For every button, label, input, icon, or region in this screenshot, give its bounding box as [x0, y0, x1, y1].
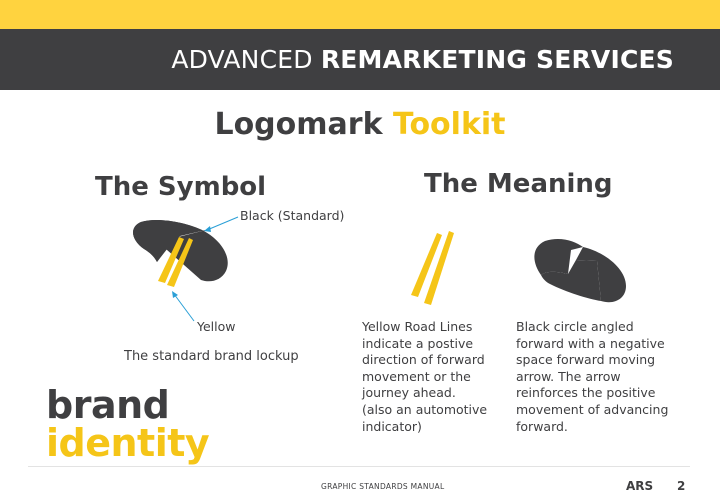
- header-title-bold: REMARKETING SERVICES: [320, 45, 674, 74]
- footer-manual-title: GRAPHIC STANDARDS MANUAL: [321, 482, 445, 491]
- road-lines-text-line: (also an automotive: [362, 401, 488, 417]
- circle-text-line: movement of advancing: [516, 401, 669, 417]
- label-yellow: Yellow: [197, 319, 236, 334]
- road-lines-text-line: indicator): [362, 418, 422, 434]
- black-circle-description: [516, 319, 686, 435]
- identity-wordmark: identity: [46, 421, 210, 465]
- road-lines-graphic: [411, 231, 454, 305]
- circle-text-line: arrow. The arrow: [516, 368, 621, 384]
- meaning-section-title: The Meaning: [424, 169, 613, 199]
- black-circle-graphic: [534, 239, 626, 302]
- label-black-standard: Black (Standard): [240, 208, 345, 223]
- annotation-arrowhead-yellow: [172, 291, 178, 298]
- circle-text-line: space forward moving: [516, 352, 656, 368]
- lockup-caption: The standard brand lockup: [124, 349, 299, 364]
- circle-text-line: forward with a negative: [516, 335, 665, 351]
- road-lines-text-line: journey ahead.: [362, 385, 456, 401]
- symbol-section-title: The Symbol: [95, 172, 267, 202]
- footer-divider: [28, 466, 690, 467]
- header-title-light: ADVANCED: [171, 45, 313, 74]
- annotation-line-black: [207, 217, 238, 230]
- annotation-arrowhead-black: [204, 226, 211, 232]
- road-lines-text-line: indicate a postive: [362, 335, 474, 351]
- circle-text-line: reinforces the positive: [516, 385, 656, 401]
- brand-wordmark: brand: [46, 383, 170, 427]
- road-lines-description: [362, 319, 502, 435]
- page-title-main: Logomark: [214, 107, 383, 142]
- page-title-accent: Toolkit: [392, 107, 506, 142]
- logomark-standard: [133, 220, 228, 287]
- footer-page-number: 2: [677, 479, 686, 493]
- road-lines-text-line: movement or the: [362, 368, 471, 384]
- footer-company: ARS: [626, 479, 654, 493]
- road-lines-text-line: Yellow Road Lines: [362, 319, 473, 334]
- circle-text-line: Black circle angled: [516, 319, 634, 334]
- circle-text-line: forward.: [516, 418, 568, 434]
- annotation-line-yellow: [174, 294, 194, 321]
- road-lines-text-line: direction of forward: [362, 352, 485, 368]
